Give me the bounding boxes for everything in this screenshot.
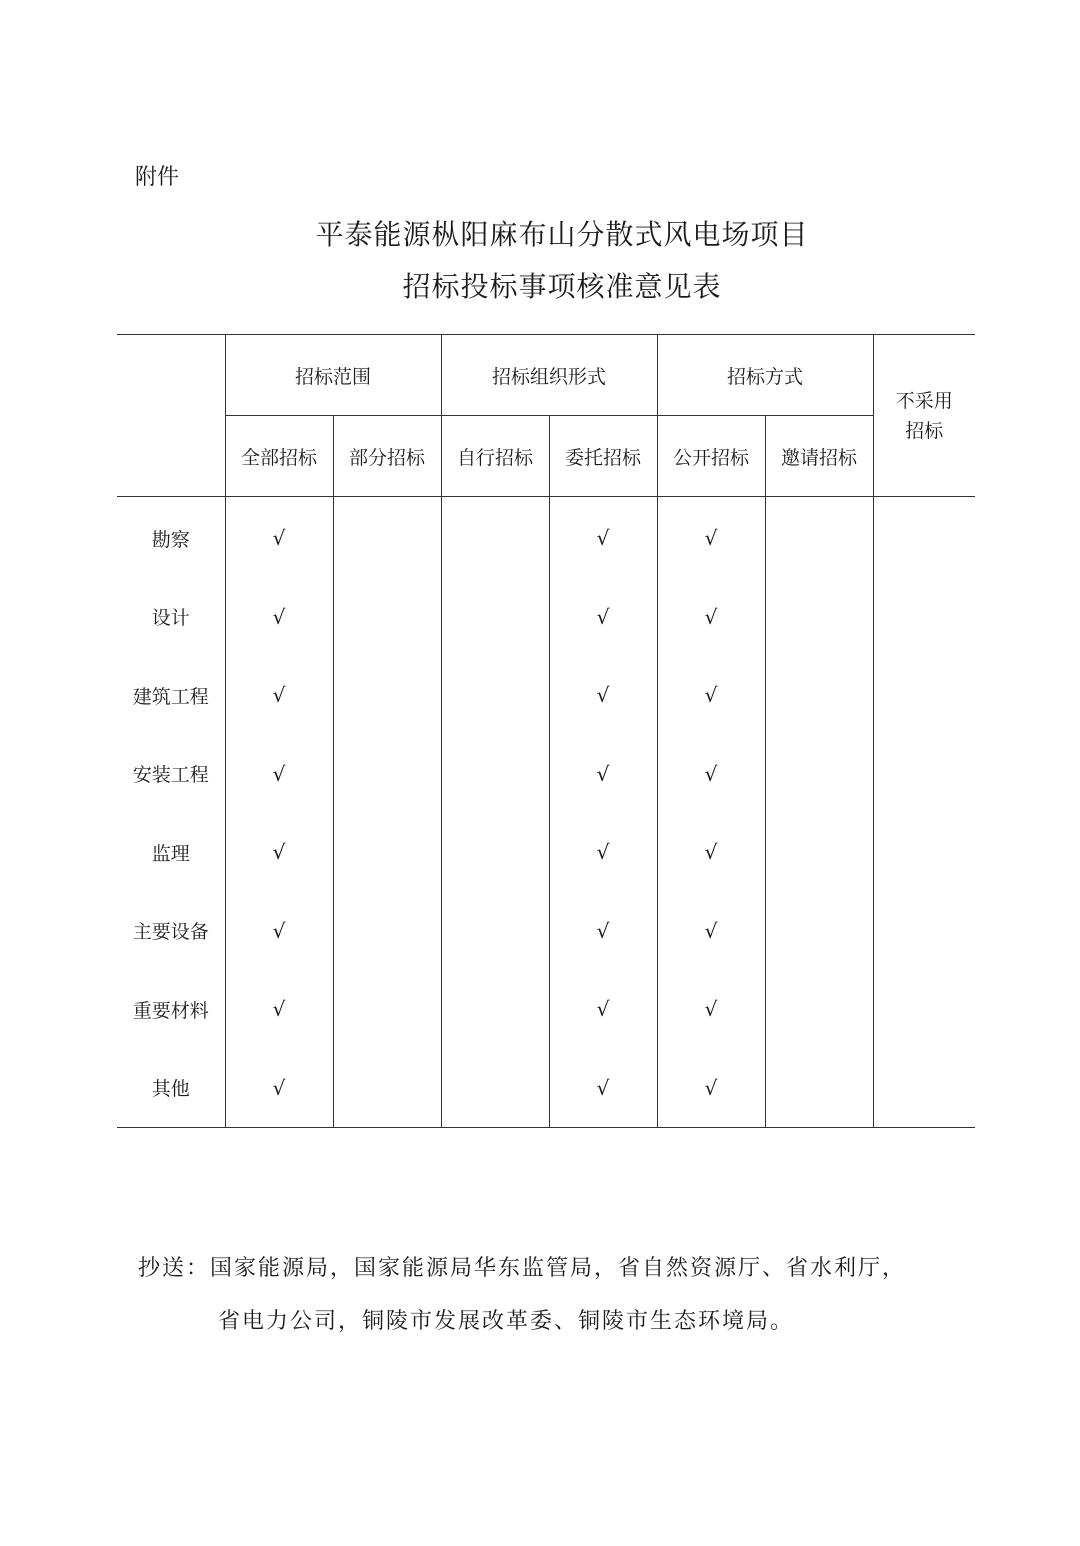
table-cell	[441, 735, 549, 814]
not-adopted-label: 不采用招标	[895, 389, 953, 442]
table-cell	[765, 813, 873, 892]
subheader-full-bidding: 全部招标	[225, 416, 333, 497]
table-row	[117, 892, 975, 971]
table-cell	[657, 735, 765, 814]
group-header-organization: 招标组织形式	[441, 335, 657, 416]
table-cell	[657, 578, 765, 657]
table-cell	[333, 656, 441, 735]
table-cell	[765, 735, 873, 814]
check-mark: √	[596, 997, 610, 1022]
table-cell	[873, 735, 975, 814]
table-row	[117, 970, 975, 1049]
group-header-method: 招标方式	[657, 335, 873, 416]
check-mark: √	[596, 526, 610, 551]
check-mark: √	[272, 840, 286, 865]
table-cell	[441, 892, 549, 971]
table-cell	[657, 656, 765, 735]
check-mark: √	[704, 997, 718, 1022]
header-corner-cell	[117, 335, 225, 497]
table-cell	[549, 813, 657, 892]
table-cell	[873, 1049, 975, 1128]
check-mark: √	[596, 918, 610, 943]
row-item-label: 建筑工程	[132, 685, 209, 708]
table-body	[117, 497, 975, 1128]
table-cell	[333, 735, 441, 814]
table-cell	[765, 1049, 873, 1128]
table-cell	[333, 892, 441, 971]
table-cell	[765, 892, 873, 971]
table-cell	[333, 1049, 441, 1128]
table-cell	[765, 970, 873, 1049]
table-row	[117, 656, 975, 735]
table-cell	[873, 970, 975, 1049]
check-mark: √	[272, 604, 286, 629]
document-title-line1: 平泰能源枞阳麻布山分散式风电场项目	[315, 218, 809, 251]
row-item-label: 监理	[151, 842, 190, 865]
table-cell	[441, 813, 549, 892]
subheader-entrusted: 委托招标	[549, 416, 657, 497]
check-mark: √	[596, 604, 610, 629]
table-cell	[657, 813, 765, 892]
table-cell	[225, 656, 333, 735]
check-mark: √	[704, 840, 718, 865]
cc-line2: 省电力公司，铜陵市发展改革委、铜陵市生态环境局。	[218, 1309, 795, 1334]
table-cell	[873, 656, 975, 735]
table-cell	[333, 813, 441, 892]
table-cell	[549, 656, 657, 735]
group-header-scope: 招标范围	[225, 335, 441, 416]
table-cell	[225, 578, 333, 657]
table-cell	[549, 892, 657, 971]
subheader-open-bidding: 公开招标	[657, 416, 765, 497]
table-cell	[657, 1049, 765, 1128]
table-cell	[225, 813, 333, 892]
table-cell	[549, 497, 657, 578]
table-cell	[873, 892, 975, 971]
check-mark: √	[272, 761, 286, 786]
table-row	[117, 735, 975, 814]
table-row	[117, 813, 975, 892]
table-cell	[225, 497, 333, 578]
table-cell	[873, 813, 975, 892]
check-mark: √	[596, 761, 610, 786]
table-cell	[765, 497, 873, 578]
table-cell	[441, 970, 549, 1049]
table-cell	[657, 970, 765, 1049]
check-mark: √	[704, 526, 718, 551]
check-mark: √	[272, 1075, 286, 1100]
table-cell	[441, 578, 549, 657]
approval-table	[117, 334, 975, 1128]
table-cell	[549, 735, 657, 814]
document-title-line2: 招标投标事项核准意见表	[402, 270, 722, 303]
subheader-partial-bidding: 部分招标	[333, 416, 441, 497]
attachment-label: 附件	[135, 165, 180, 190]
check-mark: √	[272, 526, 286, 551]
table-cell	[441, 656, 549, 735]
table-row	[117, 497, 975, 578]
table-cell	[225, 892, 333, 971]
table-cell	[441, 1049, 549, 1128]
row-item-label: 设计	[151, 607, 190, 630]
row-item-label: 重要材料	[132, 999, 209, 1022]
table-cell	[765, 578, 873, 657]
table-cell	[765, 656, 873, 735]
check-mark: √	[704, 1075, 718, 1100]
check-mark: √	[596, 840, 610, 865]
check-mark: √	[704, 761, 718, 786]
table-cell	[333, 578, 441, 657]
row-item-label: 其他	[151, 1078, 190, 1101]
check-mark: √	[272, 997, 286, 1022]
table-cell	[657, 892, 765, 971]
table-cell	[873, 578, 975, 657]
table-cell	[225, 970, 333, 1049]
table-cell	[225, 735, 333, 814]
table-cell	[441, 497, 549, 578]
check-mark: √	[272, 918, 286, 943]
check-mark: √	[596, 683, 610, 708]
check-mark: √	[272, 683, 286, 708]
row-item-label: 安装工程	[132, 764, 209, 787]
check-mark: √	[704, 683, 718, 708]
header-not-adopted	[873, 335, 975, 497]
cc-line1: 抄送：国家能源局，国家能源局华东监管局，省自然资源厅、省水利厅，	[138, 1256, 907, 1281]
table-cell	[549, 970, 657, 1049]
table-cell	[225, 1049, 333, 1128]
table-cell	[333, 970, 441, 1049]
table-cell	[657, 497, 765, 578]
check-mark: √	[596, 1075, 610, 1100]
table-cell	[549, 1049, 657, 1128]
check-mark: √	[704, 604, 718, 629]
check-mark: √	[704, 918, 718, 943]
row-item-label: 主要设备	[132, 921, 209, 944]
row-item-label: 勘察	[151, 528, 190, 551]
subheader-invited-bidding: 邀请招标	[765, 416, 873, 497]
subheader-self-organized: 自行招标	[441, 416, 549, 497]
table-row	[117, 578, 975, 657]
table-row	[117, 1049, 975, 1128]
table-cell	[549, 578, 657, 657]
table-cell	[333, 497, 441, 578]
table-cell	[873, 497, 975, 578]
